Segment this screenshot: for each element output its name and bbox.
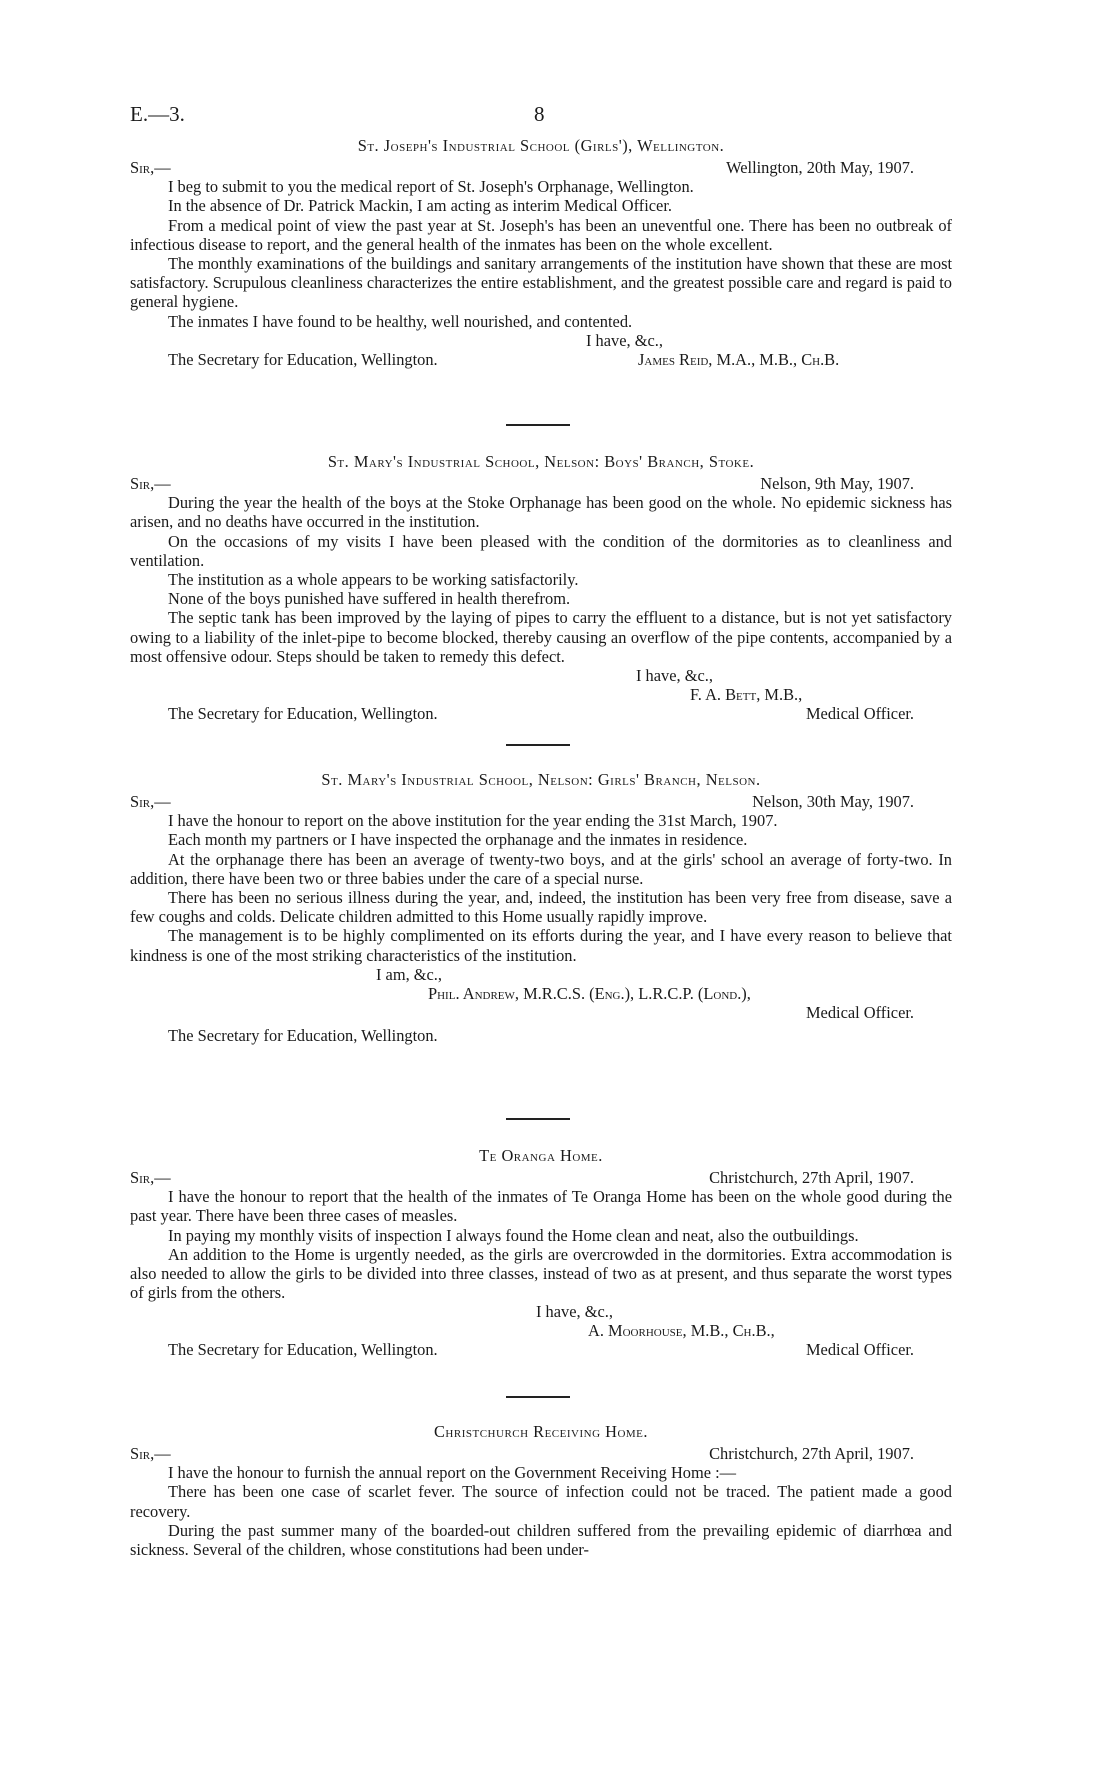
closing: I have, &c., <box>636 666 713 686</box>
letter-date: Christchurch, 27th April, 1907. <box>709 1444 914 1464</box>
recipient: The Secretary for Education, Wellington. <box>168 1340 438 1360</box>
section-title: Te Oranga Home. <box>479 1146 603 1165</box>
salutation: Sir,— <box>130 158 171 178</box>
salutation: Sir,— <box>130 792 171 812</box>
salutation: Sir,— <box>130 1168 171 1188</box>
report-st-josephs <box>130 136 952 369</box>
recipient: The Secretary for Education, Wellington. <box>168 1025 438 1045</box>
report-christchurch-receiving-home <box>130 1422 952 1559</box>
letter-date: Nelson, 9th May, 1907. <box>760 474 914 494</box>
paragraph: The monthly examinations of the buildings and sanitary arrangements of the institution have shown that these are most satisfactory. Scrupulous cleanliness characterizes the entire establishment, and the greatest possible care and regard is paid to general hygiene. <box>130 254 952 312</box>
report-st-marys-girls <box>130 770 952 1045</box>
paragraph: During the year the health of the boys at the Stoke Orphanage has been good on the whole. No epidemic sickness has arisen, and no deaths have occurred in the institution. <box>130 493 952 532</box>
paragraph: I have the honour to furnish the annual report on the Government Receiving Home :— <box>168 1463 737 1483</box>
paragraph: Each month my partners or I have inspected the orphanage and the inmates in residence. <box>168 830 748 850</box>
section-title: Christchurch Receiving Home. <box>434 1422 648 1441</box>
letter-date: Christchurch, 27th April, 1907. <box>709 1168 914 1188</box>
signature: F. A. Bett, M.B., <box>690 685 803 705</box>
section-title: St. Mary's Industrial School, Nelson: Girls' Branch, Nelson. <box>321 770 761 789</box>
recipient: The Secretary for Education, Wellington. <box>168 704 438 724</box>
paragraph: The septic tank has been improved by the laying of pipes to carry the effluent to a distance, but is not yet satisfactory owing to a liability of the inlet-pipe to become blocked, thereby causing an overflow of the pipe contents, accompanied by a most offensive odour. Steps should be taken to remedy this defect. <box>130 608 952 666</box>
paragraph: From a medical point of view the past year at St. Joseph's has been an uneventful one. There has been no outbreak of infectious disease to report, and the general health of the inmates has been on the whole excellent. <box>130 215 952 254</box>
paragraph: The management is to be highly complimented on its efforts during the year, and I have every reason to believe that kindness is one of the most striking characteristics of the institution. <box>130 926 952 965</box>
closing: I am, &c., <box>376 964 442 984</box>
paragraph: On the occasions of my visits I have been pleased with the condition of the dormitories as to cleanliness and ventilation. <box>130 531 952 570</box>
signature: A. Moorhouse, M.B., Ch.B., <box>588 1321 775 1341</box>
section-divider <box>506 744 570 746</box>
paragraph: There has been one case of scarlet fever. The source of infection could not be traced. The patient made a good recovery. <box>130 1482 952 1521</box>
letter-date: Nelson, 30th May, 1907. <box>752 792 914 812</box>
section-title: St. Mary's Industrial School, Nelson: Boys' Branch, Stoke. <box>327 452 755 471</box>
paragraph: I beg to submit to you the medical report of St. Joseph's Orphanage, Wellington. <box>168 177 694 197</box>
paragraph: An addition to the Home is urgently needed, as the girls are overcrowded in the dormitories. Extra accommodation is also needed to allow the girls to be divided into three classes, instead of two as at present, and thus separate the worst types of girls from the others. <box>130 1244 952 1303</box>
signature: Phil. Andrew, M.R.C.S. (Eng.), L.R.C.P. (Lond.), <box>428 983 751 1003</box>
page-number: 8 <box>534 102 545 126</box>
section-divider <box>506 424 570 426</box>
section-divider <box>506 1118 570 1120</box>
report-te-oranga-home <box>130 1146 952 1359</box>
closing: I have, &c., <box>586 330 663 350</box>
signatory-role: Medical Officer. <box>805 704 914 724</box>
report-st-marys-boys <box>130 452 952 723</box>
signatory-role: Medical Officer. <box>805 1340 914 1360</box>
paragraph: The inmates I have found to be healthy, well nourished, and contented. <box>168 311 633 331</box>
paragraph: At the orphanage there has been an average of twenty-two boys, and at the girls' school an average of forty-two. In addition, there have been two or three babies under the care of a special nurse. <box>130 849 952 888</box>
signatory-role: Medical Officer. <box>805 1002 914 1022</box>
section-divider <box>506 1396 570 1398</box>
closing: I have, &c., <box>536 1302 613 1322</box>
paragraph: In paying my monthly visits of inspection I always found the Home clean and neat, also the outbuildings. <box>168 1225 859 1245</box>
paragraph: The institution as a whole appears to be working satisfactorily. <box>168 570 579 590</box>
paragraph: In the absence of Dr. Patrick Mackin, I am acting as interim Medical Officer. <box>168 196 672 216</box>
paragraph: None of the boys punished have suffered in health therefrom. <box>168 589 571 609</box>
paragraph: I have the honour to report on the above institution for the year ending the 31st March, 1907. <box>168 811 778 831</box>
salutation: Sir,— <box>130 1444 171 1464</box>
recipient: The Secretary for Education, Wellington. <box>168 349 438 369</box>
document-code: E.—3. <box>130 102 185 126</box>
paragraph: I have the honour to report that the health of the inmates of Te Oranga Home has been on the whole good during the past year. There have been three cases of measles. <box>130 1187 952 1226</box>
letter-date: Wellington, 20th May, 1907. <box>726 158 914 178</box>
signature: James Reid, M.A., M.B., Ch.B. <box>638 349 840 369</box>
paragraph: There has been no serious illness during the year, and, indeed, the institution has been very free from disease, save a few coughs and colds. Delicate children admitted to this Home usually rapidly improve. <box>130 888 952 927</box>
salutation: Sir,— <box>130 474 171 494</box>
paragraph: During the past summer many of the boarded-out children suffered from the prevailing epidemic of diarrhœa and sickness. Several of the children, whose constitutions had been under- <box>130 1520 952 1560</box>
section-title: St. Joseph's Industrial School (Girls'), Wellington. <box>357 136 725 155</box>
